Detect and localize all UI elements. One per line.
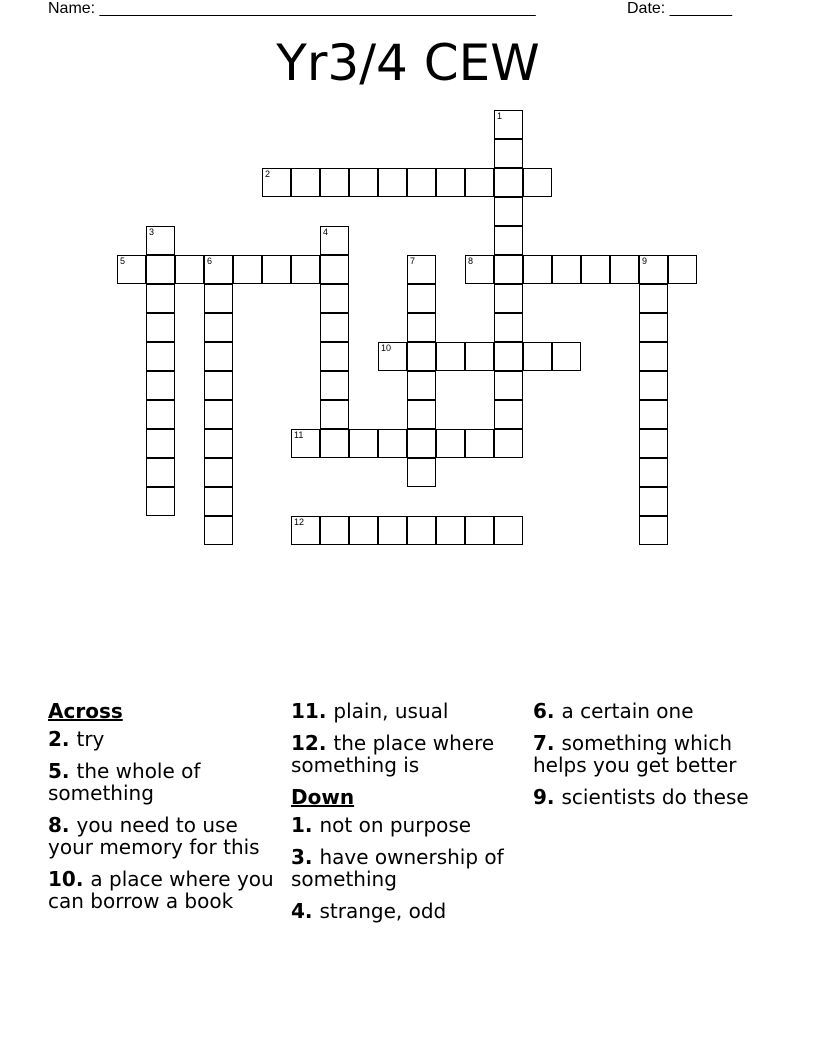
cell-number: 12 [294, 517, 305, 527]
clue-across-12: 12. the place where something is [291, 731, 495, 777]
grid-cell[interactable] [494, 516, 523, 545]
grid-cell[interactable] [407, 516, 436, 545]
grid-cell[interactable] [523, 342, 552, 371]
page-title: Yr3/4 CEW [276, 34, 540, 92]
grid-cell[interactable] [291, 255, 320, 284]
grid-cell[interactable] [204, 342, 233, 371]
grid-cell[interactable] [378, 168, 407, 197]
grid-cell[interactable] [494, 371, 523, 400]
grid-cell[interactable] [494, 255, 523, 284]
grid-cell[interactable] [407, 371, 436, 400]
grid-cell[interactable] [494, 284, 523, 313]
grid-cell[interactable] [407, 429, 436, 458]
grid-cell[interactable] [639, 429, 668, 458]
grid-cell[interactable] [204, 255, 233, 284]
grid-cell[interactable] [204, 429, 233, 458]
grid-cell[interactable] [523, 255, 552, 284]
grid-cell[interactable] [320, 429, 349, 458]
clues-column-3 [533, 700, 769, 818]
grid-cell[interactable] [494, 342, 523, 371]
clue-text: the place where something is [291, 731, 495, 777]
grid-cell[interactable] [407, 168, 436, 197]
cell-number: 10 [381, 343, 392, 353]
grid-cell[interactable] [175, 255, 204, 284]
grid-cell[interactable] [436, 516, 465, 545]
grid-cell[interactable] [320, 516, 349, 545]
grid-cell[interactable] [146, 255, 175, 284]
grid-cell[interactable] [494, 168, 523, 197]
clue-number: 3 [291, 845, 305, 869]
clue-number: 7 [533, 731, 547, 755]
clue-text: the whole of something [48, 759, 201, 805]
grid-cell[interactable] [117, 255, 146, 284]
grid-cell[interactable] [233, 255, 262, 284]
grid-cell[interactable] [407, 255, 436, 284]
grid-cell[interactable] [552, 342, 581, 371]
clue-down-3: 3. have ownership of something [291, 845, 504, 891]
clue-text: something which helps you get better [533, 731, 737, 777]
grid-cell[interactable] [639, 371, 668, 400]
cell-number: 3 [149, 227, 155, 237]
cell-number: 1 [497, 111, 503, 121]
clue-text: plain, usual [333, 699, 449, 723]
across-heading: Across [48, 699, 123, 723]
grid-cell[interactable] [465, 342, 494, 371]
grid-cell[interactable] [639, 342, 668, 371]
grid-cell[interactable] [494, 197, 523, 226]
grid-cell[interactable] [494, 226, 523, 255]
clue-number: 4 [291, 899, 305, 923]
clue-number: 8 [48, 813, 62, 837]
grid-cell[interactable] [639, 313, 668, 342]
grid-cell[interactable] [407, 400, 436, 429]
clue-down-9: 9. scientists do these [533, 785, 749, 809]
grid-cell[interactable] [291, 168, 320, 197]
cell-number: 9 [642, 256, 648, 266]
cell-number: 2 [265, 169, 271, 179]
cell-number: 6 [207, 256, 213, 266]
grid-cell[interactable] [465, 168, 494, 197]
grid-cell[interactable] [378, 342, 407, 371]
grid-cell[interactable] [349, 429, 378, 458]
clue-number: 1 [291, 813, 305, 837]
cell-number: 7 [410, 256, 416, 266]
clue-text: not on purpose [319, 813, 472, 837]
cell-number: 8 [468, 256, 474, 266]
clue-down-4: 4. strange, odd [291, 899, 447, 923]
clues-column-2 [291, 700, 527, 932]
grid-cell[interactable] [320, 168, 349, 197]
grid-cell[interactable] [436, 429, 465, 458]
grid-cell[interactable] [465, 429, 494, 458]
clue-number: 11 [291, 699, 319, 723]
grid-cell[interactable] [436, 342, 465, 371]
grid-cell[interactable] [204, 371, 233, 400]
grid-cell[interactable] [494, 139, 523, 168]
grid-cell[interactable] [639, 487, 668, 516]
grid-cell[interactable] [204, 458, 233, 487]
clue-number: 10 [48, 867, 76, 891]
grid-cell[interactable] [146, 487, 175, 516]
grid-cell[interactable] [146, 284, 175, 313]
grid-cell[interactable] [407, 313, 436, 342]
grid-cell[interactable] [610, 255, 639, 284]
grid-cell[interactable] [320, 400, 349, 429]
grid-cell[interactable] [639, 516, 668, 545]
grid-cell[interactable] [378, 516, 407, 545]
grid-cell[interactable] [320, 226, 349, 255]
clue-text: you need to use your memory for this [48, 813, 260, 859]
clue-text: a place where you can borrow a book [48, 867, 274, 913]
grid-cell[interactable] [639, 458, 668, 487]
clue-number: 9 [533, 785, 547, 809]
grid-cell[interactable] [523, 168, 552, 197]
grid-cell[interactable] [146, 313, 175, 342]
grid-cell[interactable] [639, 284, 668, 313]
grid-cell[interactable] [436, 168, 465, 197]
name-field[interactable]: Name: _________________________________________________ [48, 0, 536, 17]
clues-column-1 [48, 700, 284, 922]
grid-cell[interactable] [552, 255, 581, 284]
clue-across-5: 5. the whole of something [48, 759, 201, 805]
clue-text: try [76, 727, 105, 751]
grid-cell[interactable] [320, 284, 349, 313]
grid-cell[interactable] [639, 400, 668, 429]
grid-cell[interactable] [407, 342, 436, 371]
grid-cell[interactable] [581, 255, 610, 284]
clue-text: scientists do these [561, 785, 749, 809]
grid-cell[interactable] [204, 516, 233, 545]
cell-number: 11 [294, 430, 304, 440]
clue-text: a certain one [561, 699, 694, 723]
down-heading: Down [291, 785, 355, 809]
grid-cell[interactable] [494, 429, 523, 458]
clue-text: have ownership of something [291, 845, 504, 891]
grid-cell[interactable] [291, 516, 320, 545]
grid-cell[interactable] [320, 255, 349, 284]
grid-cell[interactable] [494, 313, 523, 342]
cell-number: 5 [120, 256, 126, 266]
grid-cell[interactable] [146, 400, 175, 429]
clue-across-2: 2. try [48, 727, 105, 751]
grid-cell[interactable] [320, 313, 349, 342]
grid-cell[interactable] [407, 458, 436, 487]
clue-down-7: 7. something which helps you get better [533, 731, 737, 777]
clue-number: 5 [48, 759, 62, 783]
grid-cell[interactable] [407, 284, 436, 313]
grid-cell[interactable] [494, 400, 523, 429]
grid-cell[interactable] [146, 371, 175, 400]
grid-cell[interactable] [204, 313, 233, 342]
grid-cell[interactable] [204, 487, 233, 516]
grid-cell[interactable] [465, 516, 494, 545]
clue-number: 2 [48, 727, 62, 751]
clue-number: 6 [533, 699, 547, 723]
clue-text: strange, odd [319, 899, 447, 923]
clue-number: 12 [291, 731, 319, 755]
cell-number: 4 [323, 227, 329, 237]
clue-down-6: 6. a certain one [533, 699, 694, 723]
grid-cell[interactable] [291, 429, 320, 458]
grid-cell[interactable] [146, 458, 175, 487]
grid-cell[interactable] [204, 400, 233, 429]
grid-cell[interactable] [378, 429, 407, 458]
grid-cell[interactable] [349, 168, 378, 197]
grid-cell[interactable] [146, 226, 175, 255]
grid-cell[interactable] [465, 255, 494, 284]
grid-cell[interactable] [320, 371, 349, 400]
grid-cell[interactable] [639, 255, 668, 284]
clue-across-8: 8. you need to use your memory for this [48, 813, 260, 859]
grid-cell[interactable] [668, 255, 697, 284]
grid-cell[interactable] [262, 168, 291, 197]
clue-across-11: 11. plain, usual [291, 699, 449, 723]
grid-cell[interactable] [494, 110, 523, 139]
grid-cell[interactable] [262, 255, 291, 284]
grid-cell[interactable] [320, 342, 349, 371]
clue-down-1: 1. not on purpose [291, 813, 472, 837]
grid-cell[interactable] [349, 516, 378, 545]
date-field[interactable]: Date: _______ [627, 0, 732, 17]
grid-cell[interactable] [146, 429, 175, 458]
grid-cell[interactable] [146, 342, 175, 371]
grid-cell[interactable] [204, 284, 233, 313]
clue-across-10: 10. a place where you can borrow a book [48, 867, 274, 913]
